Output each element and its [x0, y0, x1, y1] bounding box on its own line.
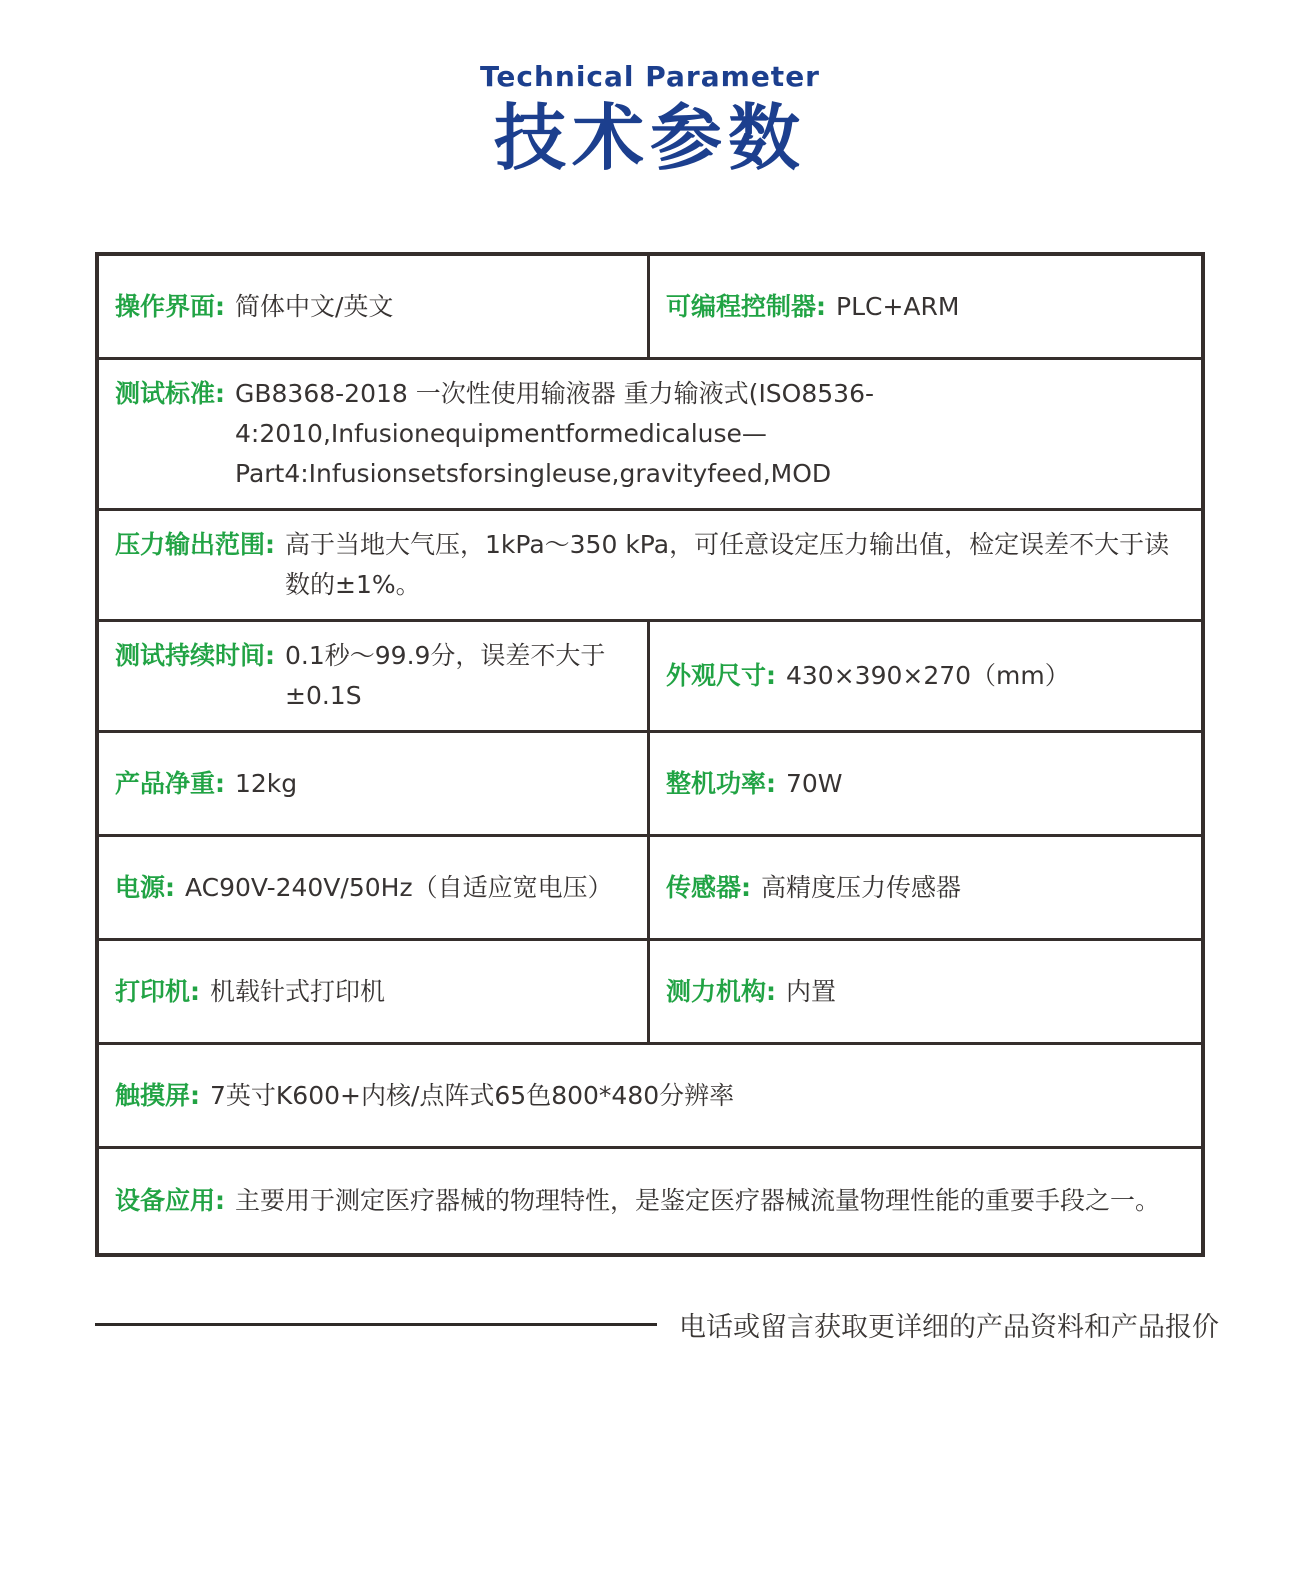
spec-value: PLC+ARM	[836, 291, 960, 321]
spec-label: 外观尺寸:	[666, 661, 776, 691]
spec-label: 触摸屏:	[115, 1080, 200, 1110]
spec-label: 操作界面:	[115, 291, 225, 321]
spec-cell-operation-interface	[99, 256, 650, 357]
divider-line	[95, 1323, 657, 1326]
spec-value: 简体中文/英文	[235, 291, 394, 321]
spec-value: AC90V-240V/50Hz（自适应宽电压）	[185, 872, 613, 902]
spec-label: 测力机构:	[666, 976, 776, 1006]
spec-cell-force-mechanism	[650, 941, 1201, 1042]
spec-cell-net-weight	[99, 733, 650, 834]
table-row	[99, 941, 1201, 1045]
spec-label: 电源:	[115, 872, 175, 902]
table-row	[99, 622, 1201, 733]
page-title: 技术参数	[493, 96, 806, 180]
table-row	[99, 1149, 1201, 1253]
spec-label: 测试标准:	[115, 379, 225, 409]
spec-label: 压力输出范围:	[115, 530, 275, 560]
spec-cell-test-standard	[99, 360, 1201, 508]
spec-label: 打印机:	[115, 976, 200, 1006]
spec-value: 7英寸K600+内核/点阵式65色800*480分辨率	[210, 1080, 735, 1110]
spec-label: 设备应用:	[115, 1186, 225, 1216]
footer-note: 电话或留言获取更详细的产品资料和产品报价	[679, 1312, 1219, 1344]
spec-cell-power-supply	[99, 837, 650, 938]
spec-value: 70W	[786, 768, 843, 798]
spec-value: 内置	[786, 976, 837, 1006]
spec-label: 传感器:	[666, 872, 751, 902]
table-row	[99, 733, 1201, 837]
spec-cell-test-duration	[99, 622, 650, 730]
footer	[95, 1305, 1219, 1344]
header-subtitle: Technical Parameter	[480, 60, 820, 93]
table-row	[99, 1045, 1201, 1149]
spec-cell-pressure-output-range	[99, 511, 1201, 619]
spec-label: 测试持续时间:	[115, 641, 275, 671]
spec-label: 可编程控制器:	[666, 291, 826, 321]
table-row	[99, 511, 1201, 622]
spec-value: 高精度压力传感器	[761, 872, 962, 902]
spec-value: 主要用于测定医疗器械的物理特性，是鉴定医疗器械流量物理性能的重要手段之一。	[235, 1186, 1161, 1216]
spec-cell-device-application	[99, 1149, 1201, 1253]
spec-label: 整机功率:	[666, 768, 776, 798]
table-row	[99, 837, 1201, 941]
table-row	[99, 256, 1201, 360]
spec-cell-dimensions	[650, 622, 1201, 730]
spec-label: 产品净重:	[115, 768, 225, 798]
spec-value: 0.1秒～99.9分，误差不大于±0.1S	[285, 641, 606, 711]
spec-value: 高于当地大气压，1kPa～350 kPa，可任意设定压力输出值，检定误差不大于读数的±1%。	[285, 530, 1170, 600]
spec-cell-touch-screen	[99, 1045, 1201, 1146]
spec-cell-programmable-controller	[650, 256, 1201, 357]
spec-value: 机载针式打印机	[210, 976, 386, 1006]
spec-table	[95, 252, 1205, 1257]
spec-value: 430×390×270（mm）	[786, 661, 1070, 691]
spec-cell-printer	[99, 941, 650, 1042]
spec-cell-total-power	[650, 733, 1201, 834]
spec-value: 12kg	[235, 768, 298, 798]
spec-value: GB8368-2018 一次性使用输液器 重力输液式(ISO8536-4:2010,Infusionequipmentformedicaluse—Part4:Infusionsetsforsingleuse,gravityfeed,MOD	[235, 379, 875, 489]
table-row	[99, 360, 1201, 511]
spec-cell-sensor	[650, 837, 1201, 938]
